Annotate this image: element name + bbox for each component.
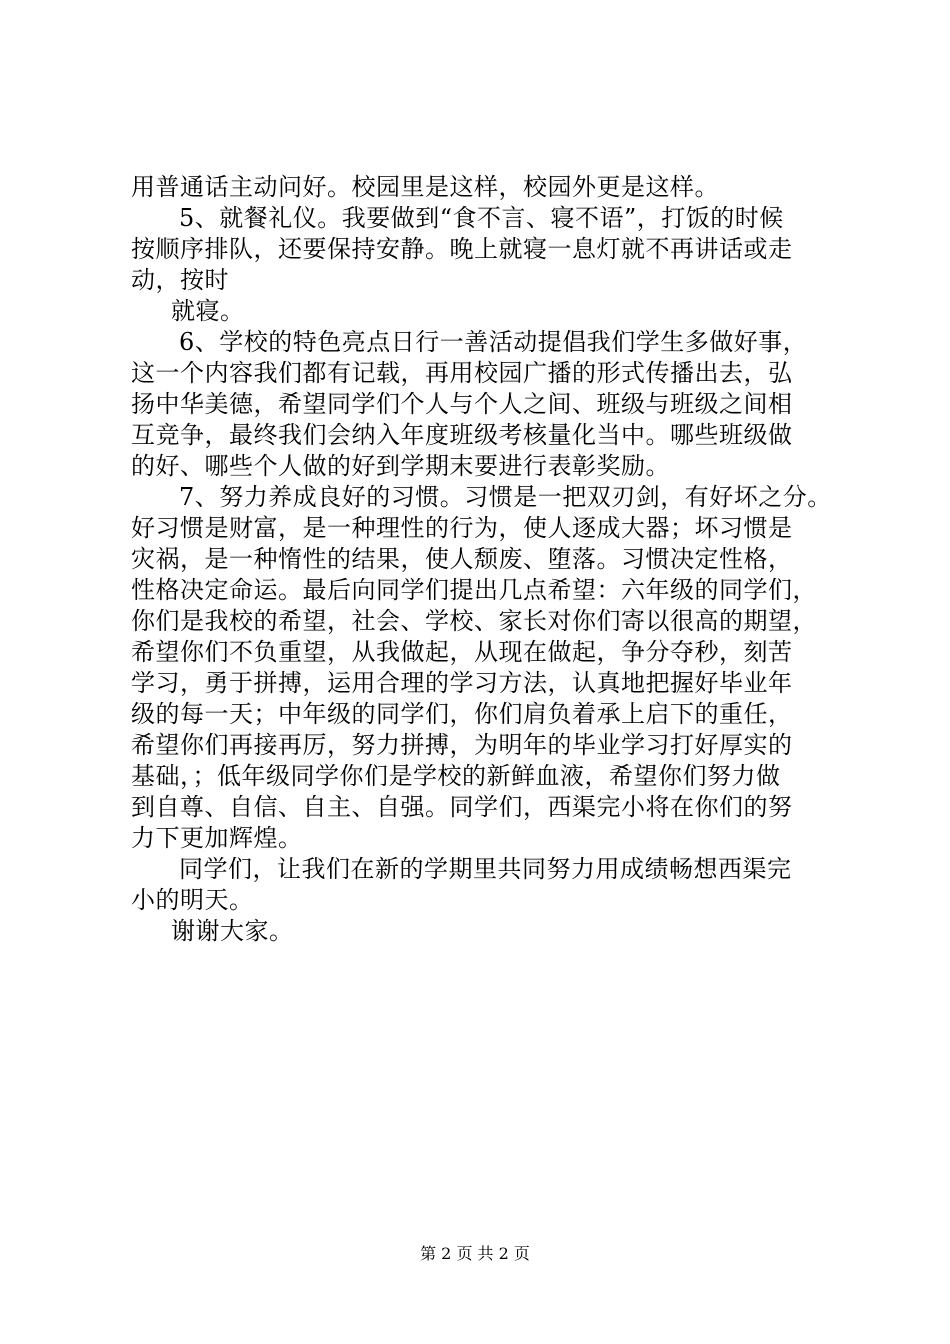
paragraph-line: 灾祸，是一种惰性的结果，使人颓废、堕落。习惯决定性格，: [131, 545, 793, 573]
paragraph-line: 动，按时: [131, 266, 229, 294]
paragraph-line: 小的明天。: [131, 886, 254, 914]
page-number-label: 第 2 页 共 2 页: [420, 1244, 530, 1263]
page-footer: [0, 1243, 950, 1265]
paragraph-line: 7、努力养成良好的习惯。习惯是一把双刃剑，有好坏之分。: [179, 483, 832, 511]
paragraph-line: 这一个内容我们都有记载，再用校园广播的形式传播出去，弘: [131, 359, 793, 387]
paragraph-line: 基础，；低年级同学你们是学校的新鲜血液，希望你们努力做: [131, 762, 781, 790]
paragraph-line: 你们是我校的希望，社会、学校、家长对你们寄以很高的期望，: [131, 607, 817, 635]
paragraph-line: 互竞争，最终我们会纳入年度班级考核量化当中。哪些班级做: [131, 421, 793, 449]
paragraph-line: 希望你们再接再厉，努力拼搏，为明年的毕业学习打好厚实的: [131, 731, 793, 759]
paragraph-line: 5、就餐礼仪。我要做到“食不言、寝不语”，打饭的时候: [179, 204, 784, 232]
paragraph-line: 的好、哪些个人做的好到学期末要进行表彰奖励。: [131, 452, 670, 480]
paragraph-line: 好习惯是财富，是一种理性的行为，使人逐成大器；坏习惯是: [131, 514, 793, 542]
paragraph-line: 就寝。: [171, 297, 245, 325]
paragraph-line: 同学们，让我们在新的学期里共同努力用成绩畅想西渠完: [179, 855, 792, 883]
paragraph-line: 力下更加辉煌。: [131, 824, 303, 852]
paragraph-line: 6、学校的特色亮点日行一善活动提倡我们学生多做好事，: [179, 328, 808, 356]
paragraph-line: 谢谢大家。: [171, 917, 294, 945]
paragraph-line: 学习，勇于拼搏，运用合理的学习方法，认真地把握好毕业年: [131, 669, 793, 697]
paragraph-line: 按顺序排队，还要保持安静。晚上就寝一息灯就不再讲话或走: [131, 235, 793, 263]
paragraph-line: 性格决定命运。最后向同学们提出几点希望：六年级的同学们，: [131, 576, 817, 604]
paragraph-line: 希望你们不负重望，从我做起，从现在做起，争分夺秒，刻苦: [131, 638, 793, 666]
paragraph-line: 到自尊、自信、自主、自强。同学们，西渠完小将在你们的努: [131, 793, 793, 821]
document-body: [131, 172, 831, 947]
paragraph-line: 级的每一天；中年级的同学们，你们肩负着承上启下的重任，: [131, 700, 793, 728]
paragraph-line: 用普通话主动问好。校园里是这样，校园外更是这样。: [131, 173, 719, 201]
paragraph-line: 扬中华美德，希望同学们个人与个人之间、班级与班级之间相: [131, 390, 793, 418]
